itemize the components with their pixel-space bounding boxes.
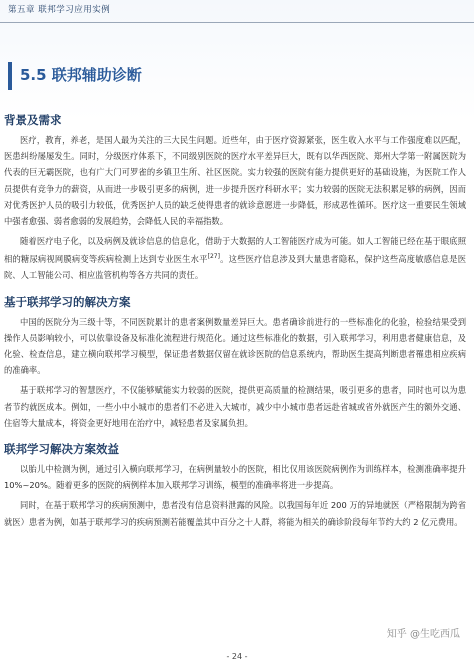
running-header xyxy=(0,0,474,23)
paragraph-solution-2: 基于联邦学习的智慧医疗，不仅能够赋能实力较弱的医院，提供更高质量的检测结果，吸引更多的患者，同时也可以为患者节约就医成本。例如，一些小中小城市的患者们不必进入大城市，减少中小城市患者远赴省城或省外就医产生的额外交通、住宿等大量成本，将资金更好地用在治疗中，减轻患者及家属负担。 xyxy=(4,385,466,428)
paragraph-background-2 xyxy=(4,233,466,283)
paragraph-background-1: 医疗，教育，养老，是国人最为关注的三大民生问题。近些年，由于医疗资源紧张，医生收入水平与工作强度难以匹配，医患纠纷屡屡发生。同时，分级医疗体系下，不同级别医院的医疗水平差异巨大，既有以华西医院、郑州大学第一附属医院为代表的巨无霸医院，也有广大门可罗雀的乡镇卫生所、社区医院。实力较强的医院有能力提供更好的基础设施，为医院工作人员提供有竞争力的薪资，从而进一步吸引更多的病例，进一步提升医疗科研水平；实力较弱的医院无法积累足够的病例，因而对优秀医护人员的吸引力较低，优秀医护人员的缺乏使得患者的就诊意愿进一步降低，形成恶性循环。医疗这一重要民生领域中强者愈强、弱者愈弱的发展趋势，会降低人民的幸福指数。 xyxy=(4,135,466,227)
paragraph-solution-1: 中国的医院分为三级十等，不同医院累计的患者案例数量差异巨大。患者确诊前进行的一些标准化的化验，检验结果受到操作人员影响较小，可以依靠设备及标准化流程进行规范化。通过这些标准化的数据，引入联邦学习，利用患者健康信息，及化验、检查信息，建立横向联邦学习模型，保证患者数据仅留在就诊医院的信息系统内，帮助医生提高判断患者罹患相应疾病的准确率。 xyxy=(4,316,466,376)
document-body xyxy=(4,112,466,534)
paragraph-benefits-1: 以胎儿中检测为例，通过引入横向联邦学习，在病例量较小的医院，相比仅用该医院病例作为训练样本，检测准确率提升 10%~20%。随着更多的医院的病例样本加入联邦学习训练，模型的准确率将进一步提高。 xyxy=(4,464,466,491)
section-title: 5.5 联邦辅助诊断 xyxy=(20,66,142,84)
page-number: - 24 - xyxy=(226,652,248,661)
chapter-header: 第五章 联邦学习应用实例 xyxy=(8,5,111,15)
heading-background: 背景及需求 xyxy=(4,113,62,127)
citation-reference[interactable]: [27] xyxy=(207,253,220,261)
watermark xyxy=(387,625,460,640)
heading-benefits: 联邦学习解决方案效益 xyxy=(4,442,119,457)
heading-solution: 基于联邦学习的解决方案 xyxy=(4,294,131,309)
watermark-text: 知乎 @生吃西瓜 xyxy=(386,629,460,640)
paragraph-background-2-tail: 。这些医疗信息涉及到大量患者隐私，保护这些高度敏感信息是医院、人工智能公司、相应监管机构等各方共同的责任。 xyxy=(4,254,466,281)
paragraph-benefits-2: 同时，在基于联邦学习的疾病预测中，患者没有信息资料泄露的风险。以我国每年近 200 万的异地就医（严格限制为跨省就医）患者为例，如基于联邦学习的疾病预测若能覆盖其中百分之十人群，将能为相关的确诊阶段每年节约大约 2 亿元费用。 xyxy=(4,500,466,527)
section-heading xyxy=(8,62,172,90)
paragraph-background-2-text: 随着医疗电子化，以及病例及就诊信息的信息化，借助于大数据的人工智能医疗成为可能。如人工智能已经在基于眼底照相的糖尿病视网膜病变等疾病检测上达到专业医生水平 xyxy=(4,236,466,265)
